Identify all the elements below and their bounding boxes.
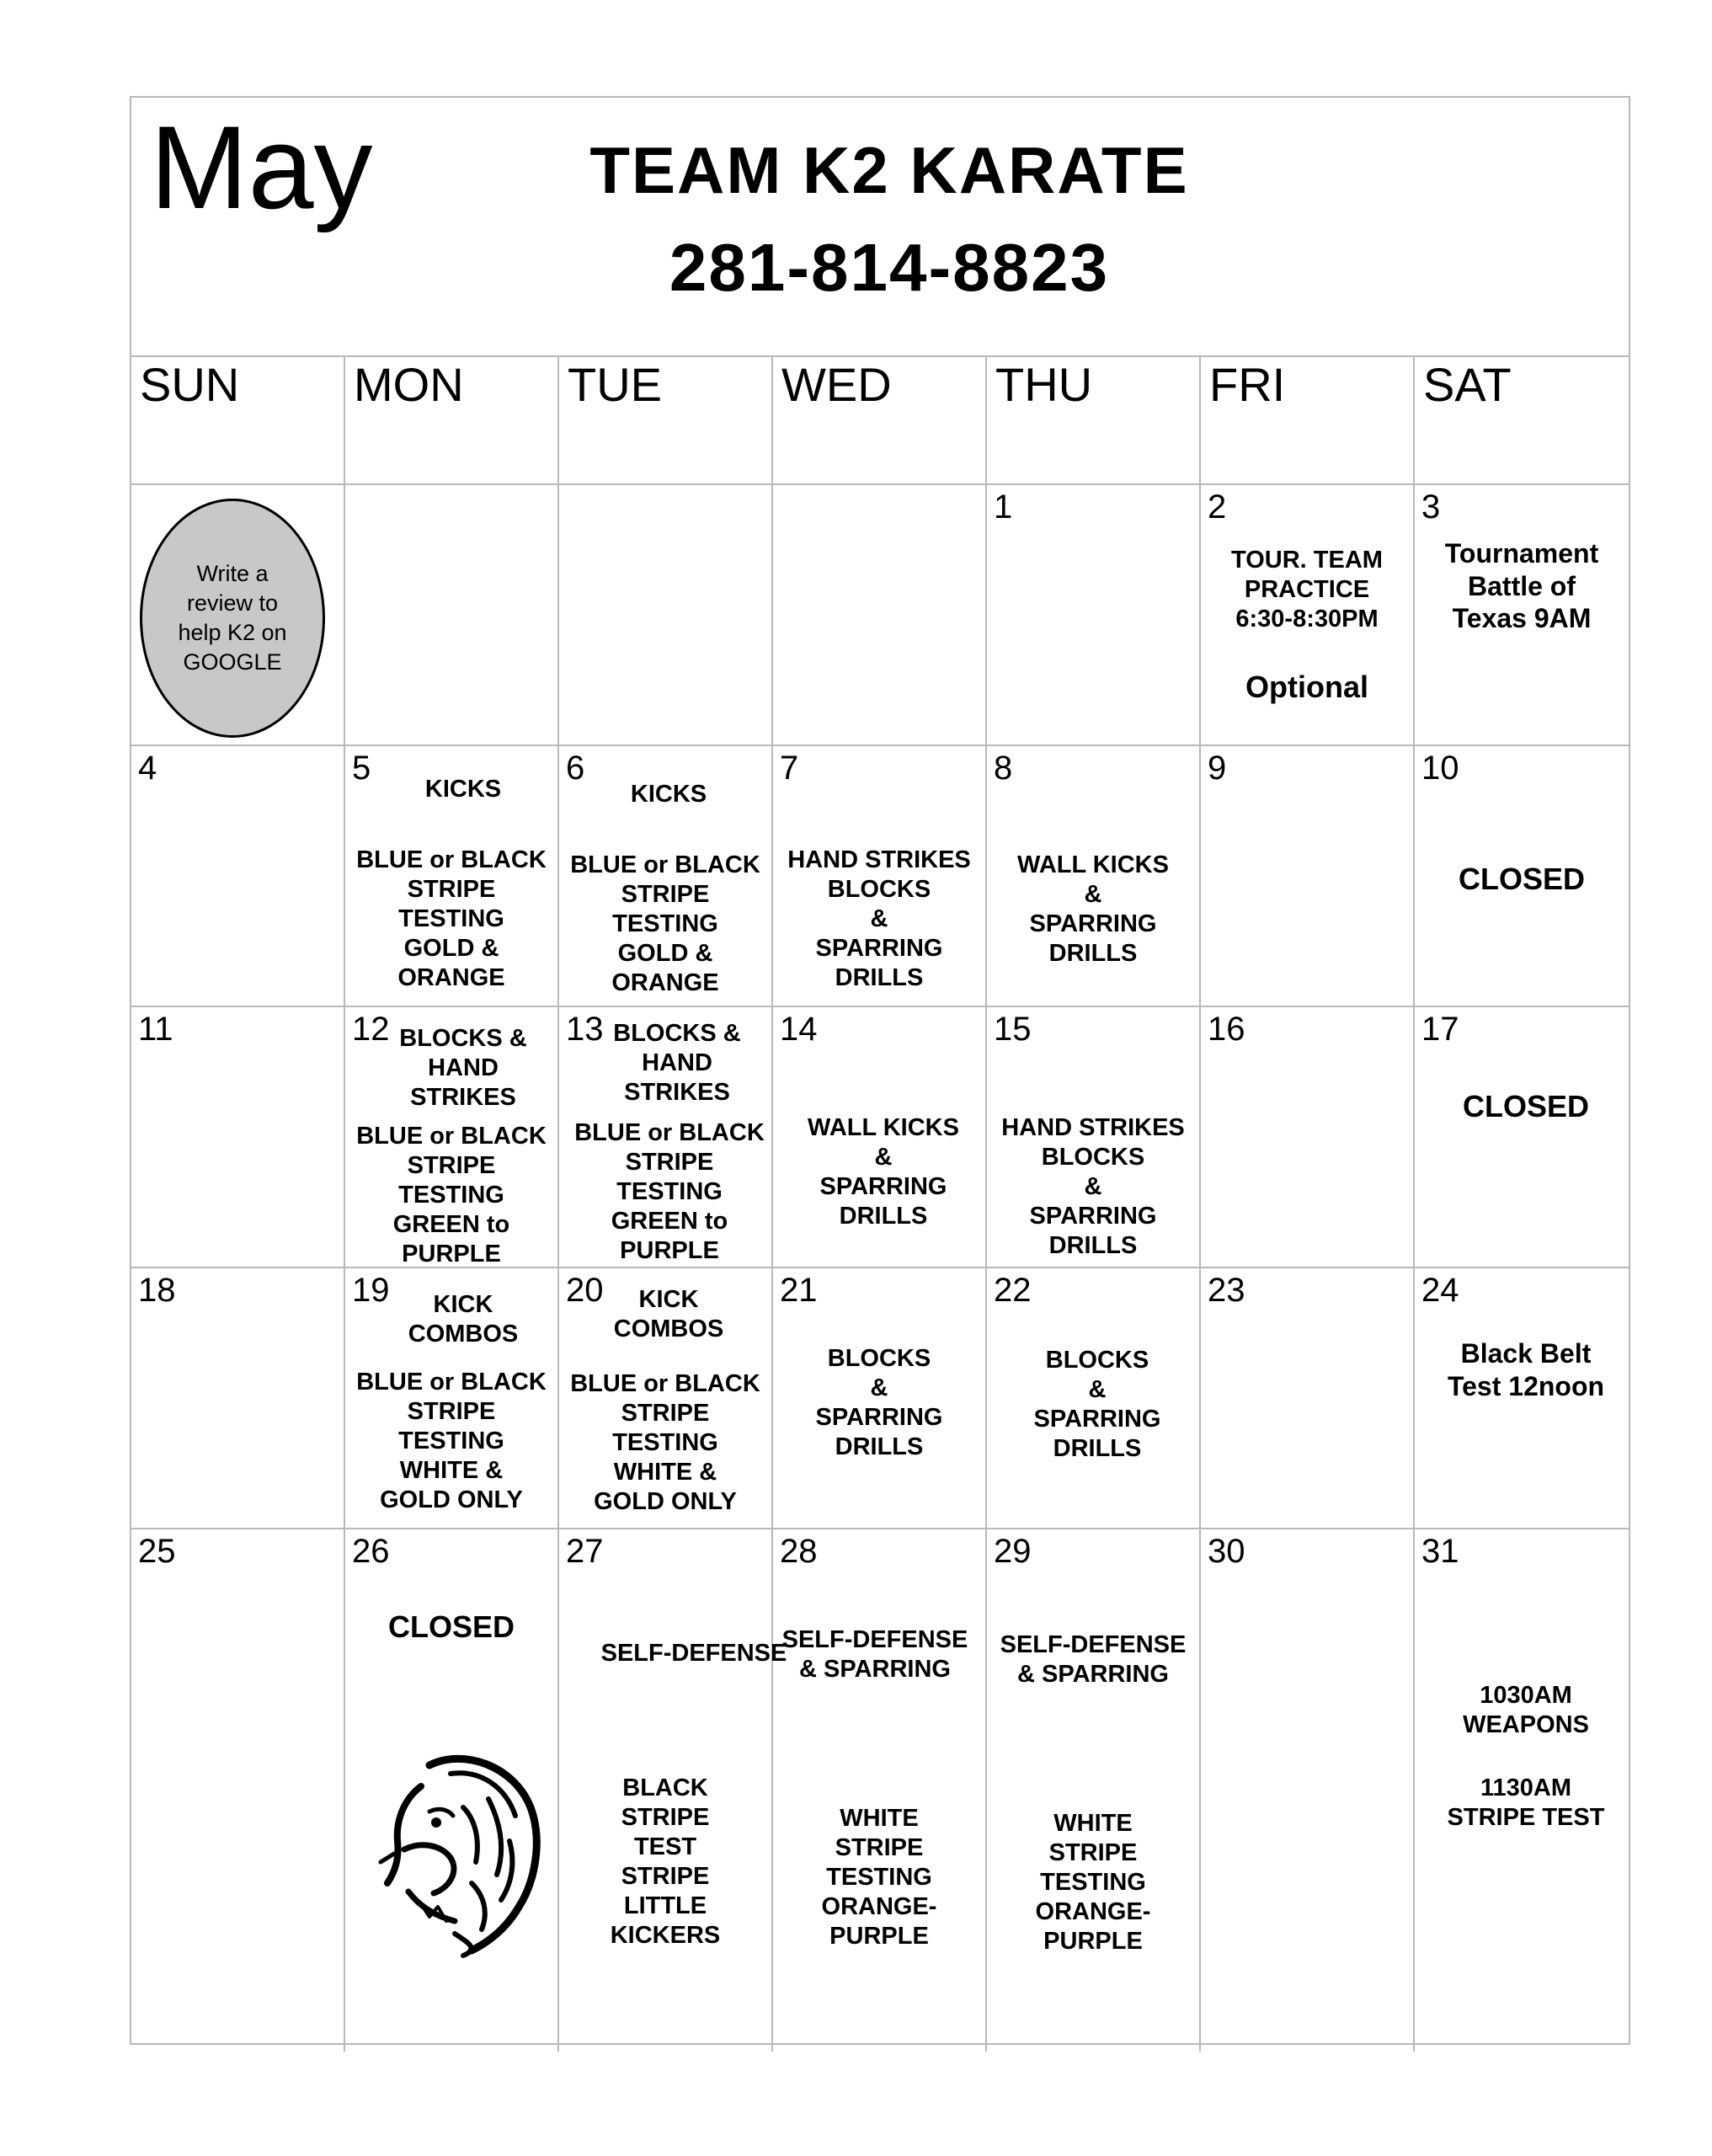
event-text: Black Belt Test 12noon: [1447, 1338, 1605, 1401]
event-text: KICKS: [424, 776, 502, 803]
phone-number: 281-814-8823: [669, 230, 1110, 305]
event-text: CLOSED: [1462, 1089, 1589, 1123]
day-cell-14: [773, 1007, 987, 1268]
date-number: 12: [352, 1011, 390, 1048]
date-number: 8: [994, 750, 1013, 787]
day-cell-15: [987, 1007, 1201, 1268]
day-header-mon: [345, 355, 559, 485]
event-text: BLUE or BLACK STRIPE TESTING WHITE & GOLD ONLY: [570, 1370, 760, 1516]
day-cell-21: [773, 1268, 987, 1529]
day-header-wed: [773, 355, 987, 485]
review-note: Write a review to help K2 on GOOGLE: [178, 560, 287, 675]
day-header-thu: [987, 355, 1201, 485]
page-title: TEAM K2 KARATE: [589, 133, 1189, 207]
event-text: 1130AM STRIPE TEST: [1447, 1774, 1605, 1832]
event-text: 1030AM WEAPONS: [1463, 1682, 1589, 1739]
day-cell-26: [345, 1529, 559, 2052]
tiger-head-icon: [371, 1748, 547, 1959]
event-text: KICK COMBOS: [408, 1291, 519, 1348]
date-number: 7: [780, 750, 799, 787]
event-text: BLUE or BLACK STRIPE TESTING GREEN to PURPLE: [574, 1119, 765, 1265]
day-header-fri: [1201, 355, 1415, 485]
calendar-grid: [131, 355, 1629, 2052]
event-text: BLUE or BLACK STRIPE TESTING WHITE & GOLD ONLY: [356, 1369, 547, 1514]
date-number: 24: [1421, 1272, 1459, 1309]
event-text: KICK COMBOS: [613, 1286, 724, 1343]
day-cell-2: [1201, 485, 1415, 746]
date-number: 28: [780, 1533, 818, 1570]
event-text: BLOCKS & SPARRING DRILLS: [815, 1345, 943, 1461]
day-cell-28: [773, 1529, 987, 2052]
event-text: BLACK STRIPE TEST STRIPE LITTLE KICKERS: [610, 1774, 721, 1950]
event-text: WHITE STRIPE TESTING ORANGE- PURPLE: [821, 1805, 937, 1951]
calendar-header: [131, 98, 1629, 357]
day-cell-20: [559, 1268, 773, 1529]
date-number: 31: [1421, 1533, 1459, 1570]
date-number: 23: [1208, 1272, 1245, 1309]
date-number: 30: [1208, 1533, 1245, 1570]
calendar: [130, 96, 1630, 2045]
date-number: 20: [566, 1272, 604, 1309]
day-cell-6: [559, 746, 773, 1007]
event-text: Tournament Battle of Texas 9AM: [1444, 538, 1599, 634]
date-number: 27: [566, 1533, 604, 1570]
day-header-sat: [1415, 355, 1629, 485]
day-cell-16: [1201, 1007, 1415, 1268]
day-cell-4: [131, 746, 345, 1007]
event-text: HAND STRIKES BLOCKS & SPARRING DRILLS: [787, 846, 971, 992]
event-text: WALL KICKS & SPARRING DRILLS: [1017, 851, 1169, 968]
day-cell-11: [131, 1007, 345, 1268]
day-name: SUN: [140, 358, 240, 411]
month-name: May: [150, 101, 373, 233]
date-number: 1: [994, 488, 1013, 526]
event-text: WHITE STRIPE TESTING ORANGE- PURPLE: [1035, 1810, 1151, 1956]
date-number: 16: [1208, 1011, 1245, 1048]
day-cell-9: [1201, 746, 1415, 1007]
day-name: FRI: [1209, 358, 1286, 411]
date-number: 9: [1208, 750, 1227, 787]
date-number: 21: [780, 1272, 818, 1309]
date-number: 4: [138, 750, 157, 787]
day-cell-1: [987, 485, 1201, 746]
day-cell-13: [559, 1007, 773, 1268]
day-cell-empty: [131, 485, 345, 746]
date-number: 5: [352, 750, 371, 787]
event-text: BLOCKS & SPARRING DRILLS: [1033, 1347, 1161, 1463]
day-name: MON: [354, 358, 464, 411]
event-text: WALL KICKS & SPARRING DRILLS: [808, 1114, 959, 1230]
day-name: THU: [995, 358, 1093, 411]
day-name: WED: [781, 358, 892, 411]
day-cell-27: [559, 1529, 787, 2052]
day-cell-23: [1201, 1268, 1415, 1529]
date-number: 17: [1421, 1011, 1459, 1048]
date-number: 3: [1421, 488, 1441, 526]
date-number: 25: [138, 1533, 176, 1570]
event-text: SELF-DEFENSE & SPARRING: [1000, 1631, 1187, 1689]
day-cell-24: [1415, 1268, 1629, 1529]
day-name: SAT: [1423, 358, 1512, 411]
date-number: 26: [352, 1533, 390, 1570]
day-cell-22: [987, 1268, 1201, 1529]
date-number: 18: [138, 1272, 176, 1309]
review-oval: [140, 499, 325, 738]
date-number: 19: [352, 1272, 390, 1309]
date-number: 13: [566, 1011, 604, 1048]
day-cell-19: [345, 1268, 559, 1529]
day-cell-29: [987, 1529, 1201, 2052]
day-cell-12: [345, 1007, 559, 1268]
event-text: TOUR. TEAM PRACTICE 6:30-8:30PM: [1231, 547, 1383, 633]
day-cell-25: [131, 1529, 345, 2052]
date-number: 6: [566, 750, 585, 787]
day-cell-7: [773, 746, 987, 1007]
day-cell-3: [1415, 485, 1629, 746]
day-cell-empty: [345, 485, 559, 746]
date-number: 22: [994, 1272, 1032, 1309]
date-number: 2: [1208, 488, 1227, 526]
event-text: BLUE or BLACK STRIPE TESTING GREEN to PURPLE: [356, 1123, 547, 1268]
event-text: SELF-DEFENSE: [600, 1640, 787, 1667]
event-text: Optional: [1245, 670, 1368, 704]
event-text: BLUE or BLACK STRIPE TESTING GOLD & ORANGE: [570, 851, 760, 997]
day-header-sun: [131, 355, 345, 485]
day-cell-18: [131, 1268, 345, 1529]
date-number: 10: [1421, 750, 1459, 787]
date-number: 11: [138, 1011, 173, 1048]
day-cell-empty: [559, 485, 773, 746]
event-text: SELF-DEFENSE & SPARRING: [781, 1626, 968, 1684]
event-text: BLOCKS & HAND STRIKES: [613, 1020, 741, 1107]
event-text: CLOSED: [1458, 862, 1585, 896]
event-text: KICKS: [630, 781, 707, 808]
event-text: BLUE or BLACK STRIPE TESTING GOLD & ORANGE: [356, 846, 547, 992]
date-number: 14: [780, 1011, 818, 1048]
day-cell-10: [1415, 746, 1629, 1007]
day-cell-17: [1415, 1007, 1629, 1268]
date-number: 15: [994, 1011, 1032, 1048]
day-cell-30: [1201, 1529, 1415, 2052]
day-cell-31: [1415, 1529, 1629, 2052]
event-text: HAND STRIKES BLOCKS & SPARRING DRILLS: [1001, 1114, 1185, 1260]
day-header-tue: [559, 355, 773, 485]
event-text: CLOSED: [387, 1609, 515, 1644]
day-cell-empty: [773, 485, 987, 746]
day-cell-8: [987, 746, 1201, 1007]
day-name: TUE: [568, 358, 662, 411]
event-text: BLOCKS & HAND STRIKES: [399, 1025, 527, 1112]
day-cell-5: [345, 746, 559, 1007]
date-number: 29: [994, 1533, 1032, 1570]
